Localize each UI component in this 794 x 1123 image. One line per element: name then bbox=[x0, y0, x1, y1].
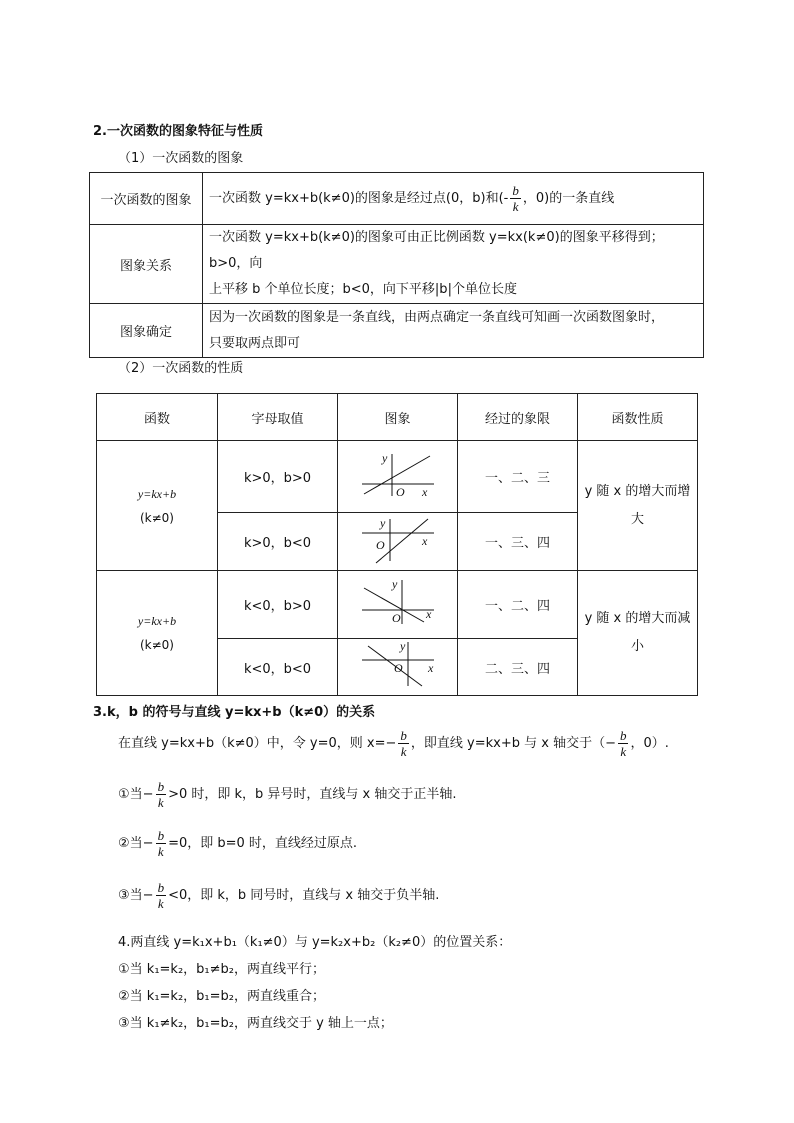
quad-cell: 一、三、四 bbox=[458, 513, 578, 571]
header-values: 字母取值 bbox=[218, 394, 338, 441]
section3-title: 3.k，b 的符号与直线 y=kx+b（k≠0）的关系 bbox=[93, 705, 376, 720]
function-cell-lower: y=kx+b (k≠0) bbox=[97, 571, 218, 696]
property-cell-lower: y 随 x 的增大而减 小 bbox=[578, 571, 698, 696]
case-1: ①当− $\frac{b}{k}$ >0 时，即 k，b 异号时，直线与 x 轴交于正半轴. bbox=[118, 779, 457, 810]
cond-cell: k>0，b<0 bbox=[218, 513, 338, 571]
svg-text:O: O bbox=[375, 537, 385, 552]
cond-cell: k>0，b>0 bbox=[218, 441, 338, 513]
position-item-2: ②当 k₁=k₂，b₁=b₂，两直线重合； bbox=[118, 989, 325, 1004]
graph-cell-3 bbox=[338, 571, 458, 639]
cond-cell: k<0，b<0 bbox=[218, 639, 338, 696]
graph-row-label: 一次函数的图象 bbox=[90, 173, 203, 225]
header-quadrants: 经过的象限 bbox=[458, 394, 578, 441]
svg-text:y: y bbox=[399, 640, 405, 653]
function-cell-upper: y=kx+b (k≠0) bbox=[97, 441, 218, 571]
graph-table bbox=[89, 172, 704, 358]
cond-cell: k<0，b>0 bbox=[218, 571, 338, 639]
svg-text:O: O bbox=[391, 610, 401, 625]
position-item-3: ③当 k₁≠k₂，b₁=b₂，两直线交于 y 轴上一点； bbox=[118, 1016, 393, 1031]
graph-k-pos-b-neg bbox=[358, 515, 438, 565]
svg-text:O: O bbox=[393, 661, 403, 675]
graph-k-neg-b-pos bbox=[358, 578, 438, 628]
graph-k-pos-b-pos bbox=[358, 450, 438, 500]
svg-text:y: y bbox=[379, 515, 385, 530]
svg-text:O: O bbox=[395, 484, 405, 499]
quad-cell: 一、二、四 bbox=[458, 571, 578, 639]
header-property: 函数性质 bbox=[578, 394, 698, 441]
quad-cell: 一、二、三 bbox=[458, 441, 578, 513]
svg-text:x: x bbox=[427, 661, 433, 675]
section3-intro: 在直线 y=kx+b（k≠0）中，令 y=0，则 x=− $\frac{b}{k}$ ，即直线 y=kx+b 与 x 轴交于（− $\frac{b}{k}$ ，0）. bbox=[118, 728, 669, 759]
svg-text:x: x bbox=[425, 606, 431, 621]
svg-text:y: y bbox=[391, 577, 397, 591]
section4-title: 4.两直线 y=k₁x+b₁（k₁≠0）与 y=k₂x+b₂（k₂≠0）的位置关系： bbox=[118, 935, 512, 950]
graph-cell-4 bbox=[338, 639, 458, 696]
position-item-1: ①当 k₁=k₂，b₁≠b₂，两直线平行； bbox=[118, 962, 325, 977]
quad-cell: 二、三、四 bbox=[458, 639, 578, 696]
determine-row-label: 图象确定 bbox=[90, 304, 203, 358]
case-3: ③当− $\frac{b}{k}$ <0，即 k，b 同号时，直线与 x 轴交于负半轴. bbox=[118, 880, 440, 911]
svg-text:y: y bbox=[381, 450, 387, 465]
property-cell-upper: y 随 x 的增大而增 大 bbox=[578, 441, 698, 571]
graph-k-neg-b-neg bbox=[358, 640, 438, 690]
fraction-b-over-k: $\frac{b}{k}$ bbox=[512, 183, 519, 214]
determine-row-text: 因为一次函数的图象是一条直线，由两点确定一条直线可知画一次函数图象时， 只要取两点即可 bbox=[203, 304, 704, 358]
case-2: ②当− $\frac{b}{k}$ =0，即 b=0 时，直线经过原点. bbox=[118, 828, 358, 859]
header-graph: 图象 bbox=[338, 394, 458, 441]
section2-title: 2.一次函数的图象特征与性质 bbox=[93, 124, 263, 139]
graph-row-text: 一次函数 y=kx+b(k≠0)的图象是经过点(0，b)和(- $\frac{b}{k}$ ，0)的一条直线 bbox=[203, 173, 704, 225]
graph-cell-2 bbox=[338, 513, 458, 571]
properties-table bbox=[96, 393, 698, 696]
graph-cell-1 bbox=[338, 441, 458, 513]
subheading-properties: （2）一次函数的性质 bbox=[118, 361, 244, 376]
relation-row-text: 一次函数 y=kx+b(k≠0)的图象可由正比例函数 y=kx(k≠0)的图象平移得到；b>0，向 上平移 b 个单位长度；b<0，向下平移|b|个单位长度 bbox=[203, 225, 704, 304]
relation-row-label: 图象关系 bbox=[90, 225, 203, 304]
svg-text:x: x bbox=[421, 533, 427, 548]
svg-text:x: x bbox=[421, 484, 427, 499]
header-function: 函数 bbox=[97, 394, 218, 441]
subheading-graph: （1）一次函数的图象 bbox=[118, 151, 244, 166]
